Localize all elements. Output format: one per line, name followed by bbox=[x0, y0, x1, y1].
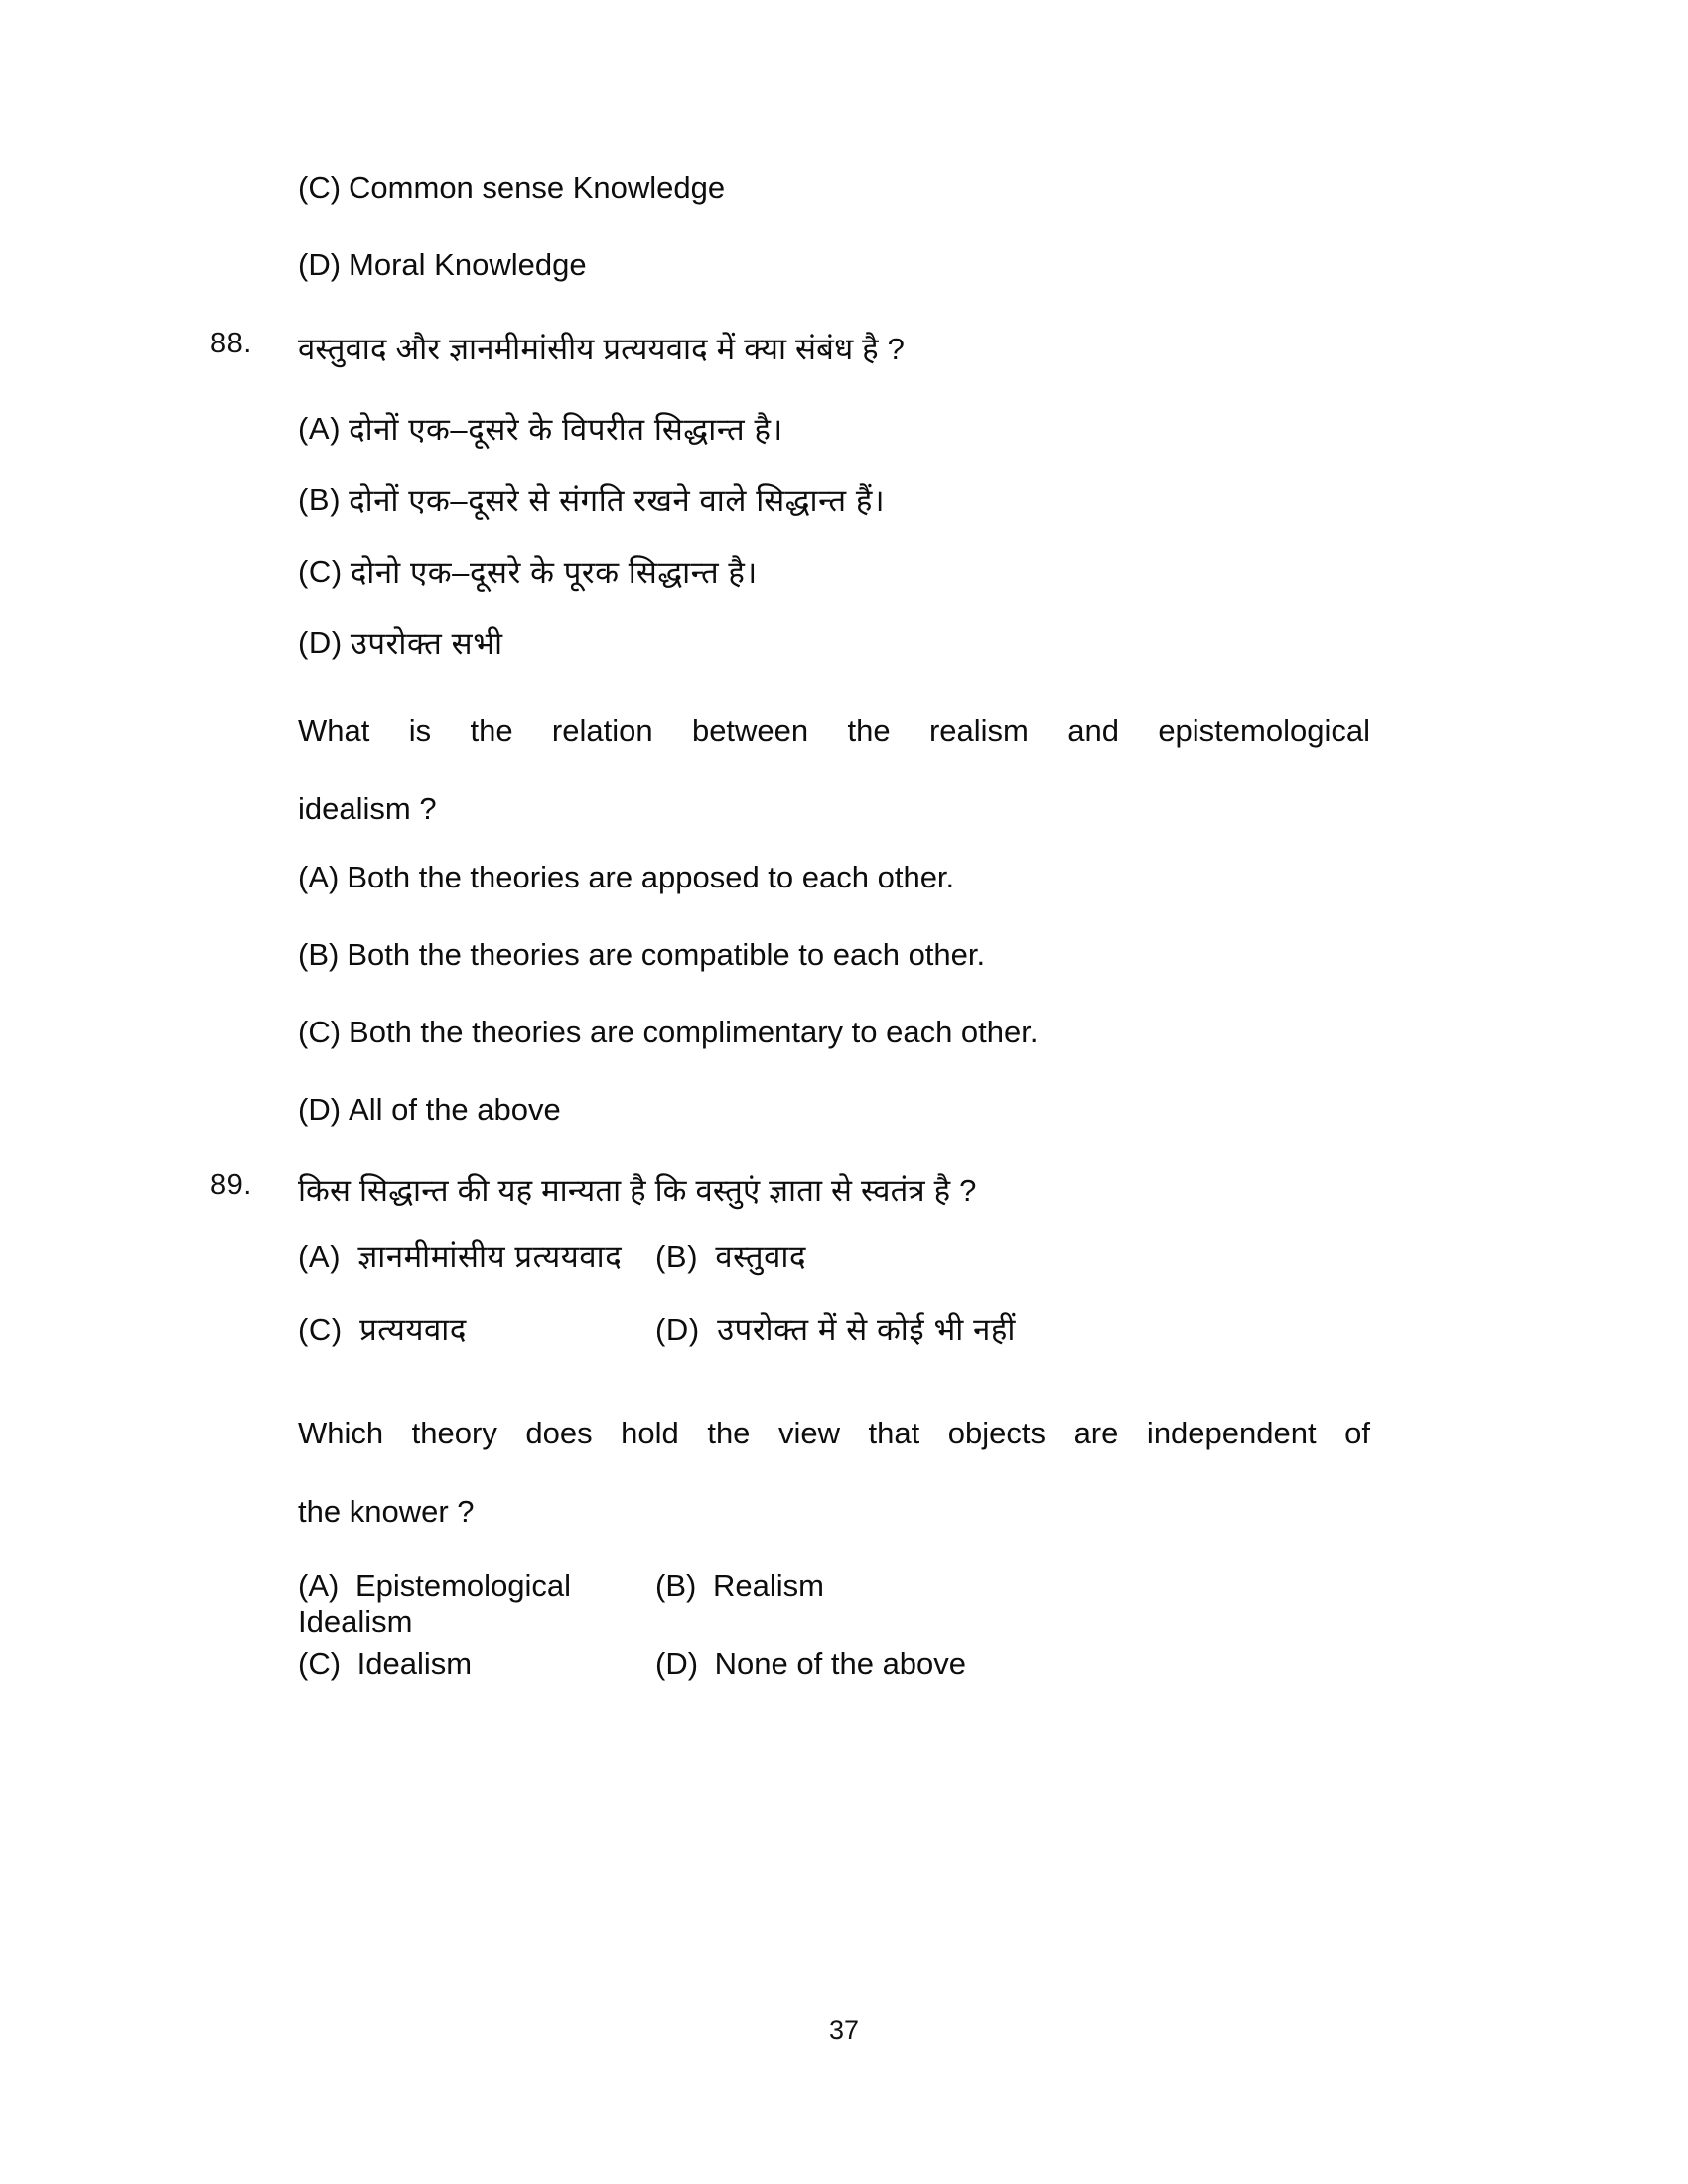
option-label: (D) bbox=[655, 1312, 700, 1347]
option-row-hindi-d bbox=[298, 614, 1370, 673]
option-label: (B) bbox=[655, 1569, 697, 1603]
option-cell bbox=[655, 1646, 1370, 1682]
option-label: (C) bbox=[298, 1646, 342, 1681]
option-text: दोनो एक–दूसरे के पूरक सिद्धान्त है। bbox=[350, 555, 758, 590]
option-text: प्रत्ययवाद bbox=[359, 1312, 467, 1347]
option-label: (A) bbox=[298, 1239, 342, 1274]
option-cell bbox=[655, 1569, 1370, 1604]
option-text: उपरोक्त में से कोई भी नहीं bbox=[717, 1312, 1016, 1347]
page-content bbox=[211, 149, 1370, 1723]
option-label: (D) bbox=[298, 247, 342, 282]
question-88 bbox=[211, 328, 1370, 1140]
option-label: (A) bbox=[298, 860, 340, 894]
option-text: Both the theories are complimentary to each other. bbox=[349, 1015, 1039, 1049]
option-label: (C) bbox=[298, 170, 342, 205]
option-text: None of the above bbox=[714, 1646, 967, 1681]
option-pair-hindi-row1 bbox=[298, 1235, 1370, 1297]
option-label: (B) bbox=[298, 482, 342, 517]
option-cell bbox=[298, 1308, 655, 1350]
option-row-hindi-b bbox=[298, 471, 1370, 530]
question-text-english-line1: What is the relation between the realism and epistemological bbox=[298, 713, 1370, 748]
option-row-hindi-c bbox=[298, 542, 1370, 602]
option-pair-english-row1 bbox=[298, 1569, 1370, 1646]
question-text-hindi: किस सिद्धान्त की यह मान्यता है कि वस्तुएं ज्ञाता से स्वतंत्र है ? bbox=[298, 1173, 977, 1208]
option-text: दोनों एक–दूसरे से संगति रखने वाले सिद्धान्त हैं। bbox=[349, 483, 886, 518]
option-cell bbox=[298, 1646, 655, 1682]
question-text-english-line1: Which theory does hold the view that objects are independent of bbox=[298, 1416, 1370, 1450]
option-text: Both the theories are compatible to each other. bbox=[347, 937, 986, 972]
option-label: (D) bbox=[655, 1646, 699, 1681]
option-label: (C) bbox=[298, 1312, 343, 1347]
option-row bbox=[298, 149, 1370, 226]
option-cell bbox=[298, 1235, 655, 1277]
option-cell bbox=[655, 1235, 1370, 1277]
option-pair-english-row2 bbox=[298, 1646, 1370, 1723]
option-row-english-c bbox=[298, 1003, 1370, 1062]
option-label: (D) bbox=[298, 625, 343, 660]
option-text: Both the theories are apposed to each other. bbox=[347, 860, 955, 894]
option-row-english-d bbox=[298, 1080, 1370, 1140]
option-cell bbox=[298, 1569, 655, 1640]
question-text-english-line2: idealism ? bbox=[298, 791, 437, 826]
option-pair-hindi-row2 bbox=[298, 1308, 1370, 1370]
question-text-english bbox=[298, 1394, 1370, 1551]
question-number: 88. bbox=[211, 328, 252, 359]
option-label: (B) bbox=[655, 1239, 699, 1274]
option-text: Realism bbox=[712, 1569, 824, 1603]
option-text: दोनों एक–दूसरे के विपरीत सिद्धान्त है। bbox=[349, 412, 783, 447]
option-row-english-b bbox=[298, 925, 1370, 985]
question-89 bbox=[211, 1169, 1370, 1723]
option-text: Common sense Knowledge bbox=[349, 170, 726, 205]
option-label: (B) bbox=[298, 937, 340, 972]
question-text-english-line2: the knower ? bbox=[298, 1494, 475, 1529]
option-row bbox=[298, 226, 1370, 304]
question-number: 89. bbox=[211, 1169, 252, 1201]
option-text: वस्तुवाद bbox=[715, 1239, 807, 1274]
option-text: Idealism bbox=[356, 1646, 473, 1681]
question-text-hindi: वस्तुवाद और ज्ञानमीमांसीय प्रत्ययवाद में क्या संबंध है ? bbox=[298, 332, 906, 366]
option-cell bbox=[655, 1308, 1370, 1350]
option-label: (C) bbox=[298, 554, 343, 589]
option-row-hindi-a bbox=[298, 399, 1370, 459]
option-text: Moral Knowledge bbox=[349, 247, 587, 282]
option-label: (A) bbox=[298, 1569, 340, 1603]
page-number: 37 bbox=[828, 2015, 860, 2045]
option-label: (D) bbox=[298, 1092, 342, 1127]
question-text-english bbox=[298, 691, 1370, 848]
option-text: All of the above bbox=[349, 1092, 561, 1127]
option-text: Epistemological Idealism bbox=[298, 1569, 572, 1639]
option-text: उपरोक्त सभी bbox=[350, 626, 503, 661]
option-label: (A) bbox=[298, 411, 342, 446]
option-text: ज्ञानमीमांसीय प्रत्ययवाद bbox=[357, 1239, 623, 1274]
option-label: (C) bbox=[298, 1015, 342, 1049]
option-row-english-a bbox=[298, 848, 1370, 907]
